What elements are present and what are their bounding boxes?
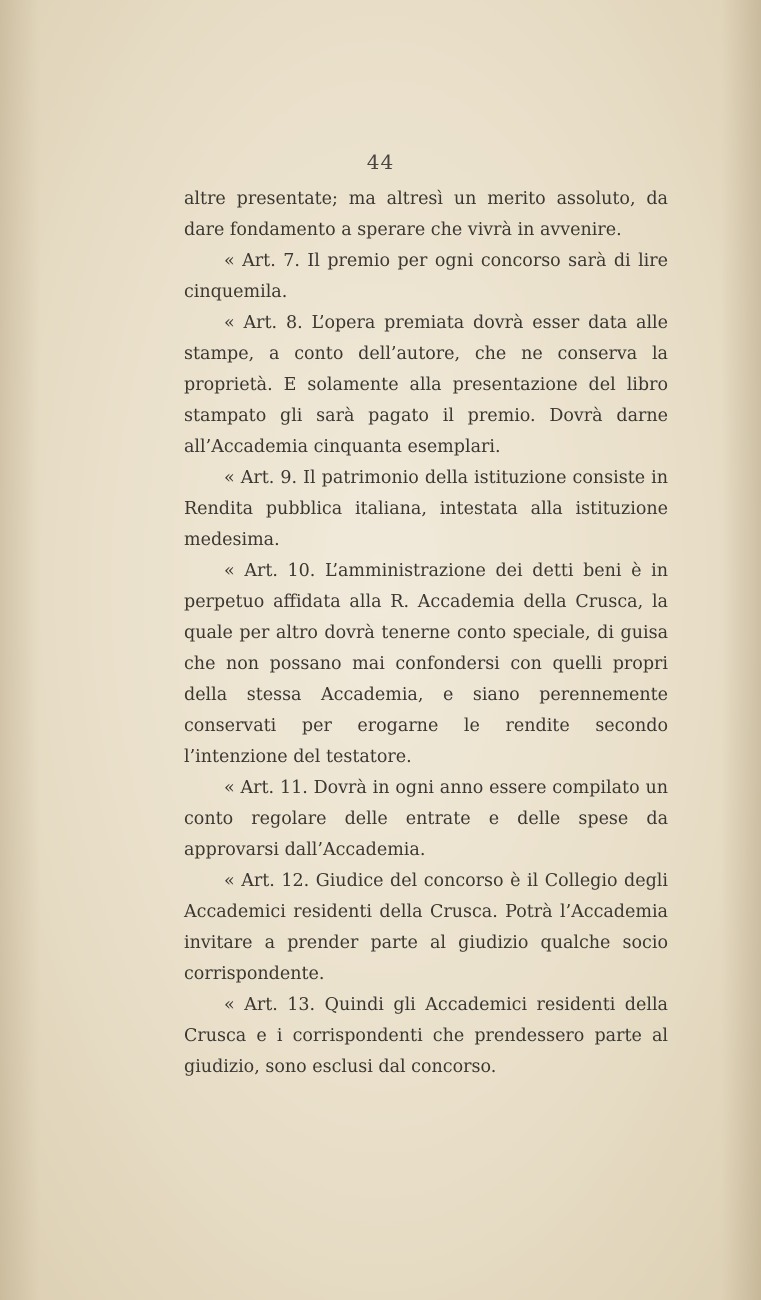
page-right-edge-shadow — [721, 0, 761, 1300]
paragraph-art-9: « Art. 9. Il patrimonio della istituzione consiste in Rendita pubblica italiana, intestata alla istituzione medesima. — [184, 468, 668, 550]
paragraph-art-7: « Art. 7. Il premio per ogni concorso sarà di lire cinquemila. — [184, 251, 668, 302]
body-text — [184, 184, 668, 1083]
paragraph-art-8: « Art. 8. L’opera premiata dovrà esser data alle stampe, a conto dell’autore, che ne conserva la proprietà. E solamente alla presentazione del libro stampato gli sarà pagato il premio. Dovrà darne all’Accademia cinquanta esemplari. — [184, 313, 668, 457]
paragraph-continuation: altre presentate; ma altresì un merito assoluto, da dare fondamento a sperare che vivrà in avvenire. — [184, 189, 668, 240]
paragraph-art-10: « Art. 10. L’amministrazione dei detti beni è in perpetuo affidata alla R. Accademia della Crusca, la quale per altro dovrà tenerne conto speciale, di guisa che non possano mai confondersi con quelli propri della stessa Accademia, e siano perennemente conservati per erogarne le rendite secondo l’intenzione del testatore. — [184, 561, 668, 767]
paragraph-art-13: « Art. 13. Quindi gli Accademici residenti della Crusca e i corrispondenti che prendessero parte al giudizio, sono esclusi dal concorso. — [184, 995, 668, 1077]
paragraph-art-11: « Art. 11. Dovrà in ogni anno essere compilato un conto regolare delle entrate e delle spese da approvarsi dall’Accademia. — [184, 778, 668, 860]
page-number: 44 — [366, 150, 395, 174]
page-left-edge-shadow — [0, 0, 40, 1300]
paragraph-art-12: « Art. 12. Giudice del concorso è il Collegio degli Accademici residenti della Crusca. Potrà l’Accademia invitare a prender parte al giudizio qualche socio corrispondente. — [184, 871, 668, 984]
